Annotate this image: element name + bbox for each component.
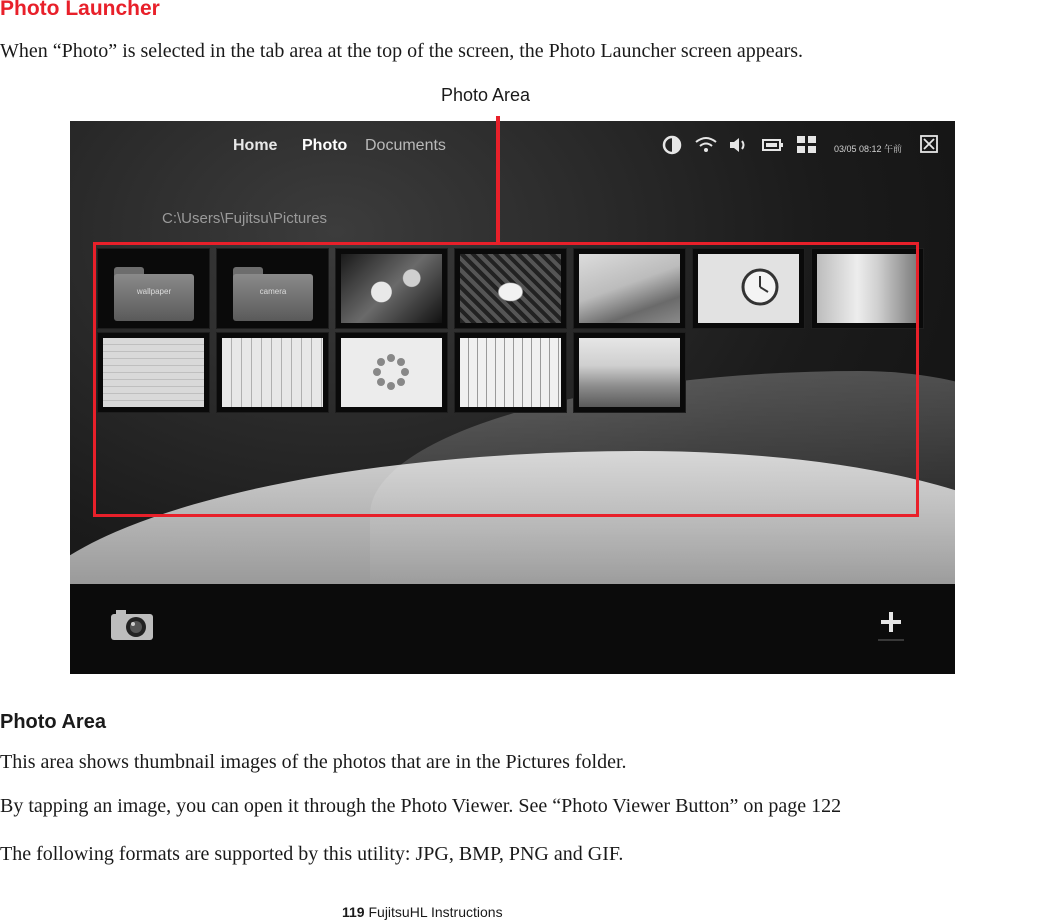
section-paragraph-1: This area shows thumbnail images of the photos that are in the Pictures folder. — [0, 751, 627, 773]
camera-icon[interactable] — [110, 609, 154, 641]
battery-icon[interactable] — [762, 138, 784, 152]
tab-documents[interactable]: Documents — [365, 137, 446, 154]
wifi-icon[interactable] — [694, 136, 718, 154]
contrast-icon[interactable] — [662, 135, 682, 155]
datetime-readout: 03/05 08:12 午前 — [834, 144, 903, 154]
window-icon[interactable] — [797, 136, 817, 154]
page-footer — [342, 904, 503, 920]
tab-photo[interactable]: Photo — [302, 137, 348, 154]
folder-path: C:\Users\Fujitsu\Pictures — [162, 210, 328, 227]
volume-icon[interactable] — [728, 136, 750, 154]
footer-title: FujitsuHL Instructions — [368, 904, 503, 920]
page-number: 119 — [342, 904, 365, 920]
folder-label: wallpaper — [136, 287, 172, 296]
page-heading: Photo Launcher — [0, 0, 160, 20]
close-icon[interactable] — [920, 135, 938, 153]
folder-label: camera — [259, 287, 287, 296]
callout-line — [496, 116, 500, 244]
bottom-toolbar — [70, 584, 955, 674]
intro-text: When “Photo” is selected in the tab area at the top of the screen, the Photo Launcher screen appears. — [0, 40, 804, 62]
add-icon[interactable] — [876, 608, 906, 644]
section-paragraph-2: By tapping an image, you can open it through the Photo Viewer. See “Photo Viewer Button” on page 122 — [0, 795, 842, 817]
callout-label: Photo Area — [441, 85, 531, 105]
section-title: Photo Area — [0, 711, 106, 733]
tab-home[interactable]: Home — [233, 137, 278, 154]
section-paragraph-3: The following formats are supported by this utility: JPG, BMP, PNG and GIF. — [0, 843, 624, 865]
photo-area-highlight — [93, 242, 919, 517]
